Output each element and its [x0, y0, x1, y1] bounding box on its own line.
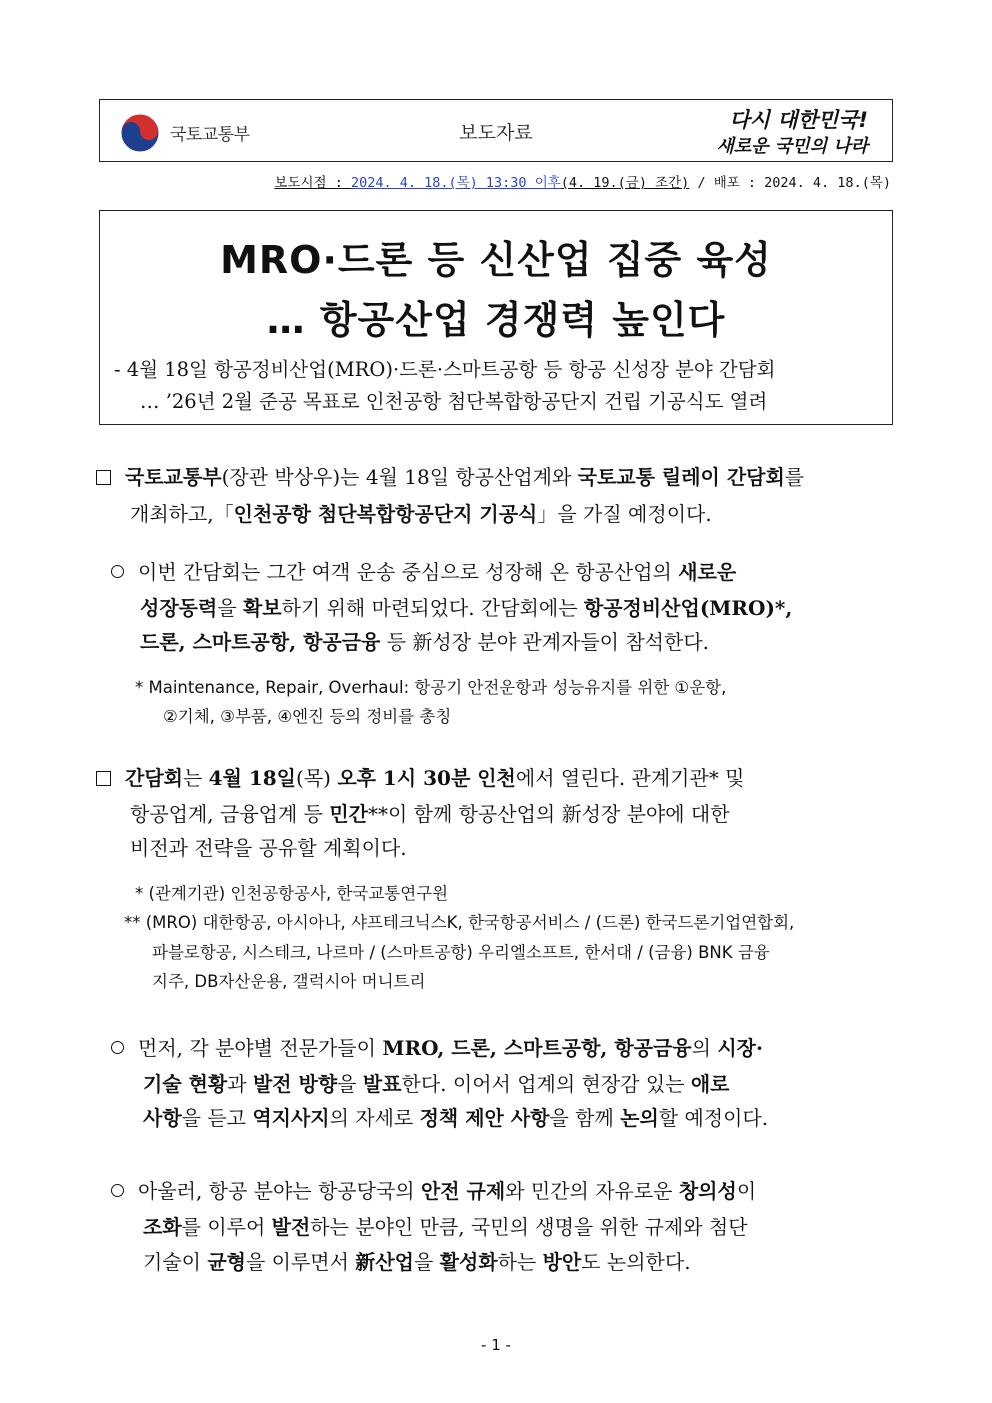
- subheadline-2: … ’26년 2월 준공 목표로 인천공항 첨단복합항공단지 건립 기공식도 열려: [140, 390, 768, 413]
- p4-text: 의 자세로: [329, 1106, 420, 1130]
- p5-text: 을: [413, 1250, 440, 1274]
- paragraph-2-line-1: [111, 556, 736, 585]
- p2-text: 이번 간담회는 그간 여객 운송 중심으로 성장해 온 항공산업의: [138, 560, 679, 584]
- p2-emphasis: 성장동력: [140, 596, 218, 620]
- p2-text: 하기 위해 마련되었다. 간담회에는: [281, 596, 584, 620]
- p2-emphasis: 드론, 스마트공항, 항공금융: [140, 630, 381, 654]
- p3-text: 는: [182, 766, 209, 790]
- paragraph-3-line-1: [96, 762, 745, 791]
- p4-emphasis: 기술 현황: [143, 1072, 228, 1096]
- p5-text: 도 논의한다.: [581, 1250, 691, 1274]
- header-box: [99, 99, 893, 162]
- footnote-2-line-1: * (관계기관) 인천공항공사, 한국교통연구원: [135, 884, 449, 903]
- p5-emphasis: 균형: [207, 1250, 246, 1274]
- p5-emphasis: 新산업: [355, 1250, 414, 1274]
- p4-emphasis: 발전 방향: [252, 1072, 338, 1096]
- p4-emphasis: 사항: [143, 1106, 182, 1130]
- slogan-line-1: 다시 대한민국!: [729, 108, 868, 132]
- paragraph-3-line-2: [130, 798, 730, 827]
- p3-emphasis: 4월 18일: [208, 766, 297, 790]
- footnote-1-line-2: ②기체, ③부품, ④엔진 등의 정비를 총칭: [163, 707, 452, 726]
- p4-emphasis: 정책 제안 사항: [419, 1106, 550, 1130]
- paragraph-5-line-2: [143, 1211, 748, 1240]
- release-label: 보도시점 :: [274, 175, 351, 191]
- p3-text: 항공업계, 금융업계 등: [130, 802, 330, 826]
- square-bullet-icon: [96, 771, 111, 786]
- p5-emphasis: 활성화: [439, 1250, 498, 1274]
- paragraph-1-line-1: [96, 461, 804, 490]
- p4-emphasis: 시장·: [717, 1036, 763, 1060]
- p5-emphasis: 발전: [271, 1215, 311, 1239]
- footnote-2-line-4: 지주, DB자산운용, 갤럭시아 머니트리: [152, 972, 426, 991]
- square-bullet-icon: [96, 470, 111, 485]
- p5-text: 을 이루면서: [245, 1250, 356, 1274]
- p2-emphasis: 항공정비산업: [583, 596, 700, 620]
- p4-text: 한다. 이어서 업계의 현장감 있는: [401, 1072, 691, 1096]
- subheadline-1: - 4월 18일 항공정비산업(MRO)·드론·스마트공항 등 항공 신성장 분야 간담회: [114, 358, 776, 381]
- ministry-name: 국토교통부: [170, 125, 250, 145]
- distribution-date: / 배포 : 2024. 4. 18.(목): [689, 175, 891, 191]
- p1-text: 」을 가질 예정이다.: [537, 502, 712, 526]
- p4-text: 을 함께: [549, 1106, 621, 1130]
- headline-line-1: MRO·드론 등 신산업 집중 육성: [220, 238, 772, 282]
- release-date: 2024. 4. 18.(목) 13:30 이후: [350, 175, 561, 191]
- slogan-line-2: 새로운 국민의 나라: [716, 136, 868, 157]
- headline-line-2: … 항공산업 경쟁력 높인다: [266, 298, 726, 342]
- p4-emphasis: 역지사지: [252, 1106, 330, 1130]
- slogan: [700, 102, 870, 160]
- p5-emphasis: 창의성: [678, 1179, 737, 1203]
- p2-emphasis: 새로운: [678, 560, 737, 584]
- footnote-2-line-2: ** (MRO) 대한항공, 아시아나, 샤프테크닉스K, 한국항공서비스 / (드론) 한국드론기업연합회,: [124, 913, 795, 932]
- p4-text: 을 듣고: [181, 1106, 253, 1130]
- doc-type: 보도자료: [459, 122, 533, 144]
- paragraph-2-line-2: [140, 592, 792, 621]
- p4-text: 의: [691, 1036, 718, 1060]
- p5-text: 를 이루어: [181, 1215, 272, 1239]
- p3-emphasis: 민간: [329, 802, 368, 826]
- release-info: [274, 171, 891, 191]
- page-number: - 1 -: [481, 1336, 511, 1354]
- p4-emphasis: 발표: [362, 1072, 402, 1096]
- paragraph-2-line-3: [140, 626, 709, 655]
- footnote-1-line-1: * Maintenance, Repair, Overhaul: 항공기 안전운항과 성능유지를 위한 ①운항,: [135, 678, 727, 697]
- p3-emphasis: 오후 1시 30분 인천: [337, 766, 516, 790]
- p3-text: 에서 열린다. 관계기관* 및: [515, 766, 745, 790]
- circle-bullet-icon: [111, 1041, 124, 1054]
- circle-bullet-icon: [111, 1184, 124, 1197]
- p4-text: 먼저, 각 분야별 전문가들이: [138, 1036, 383, 1060]
- p2-text: 을: [217, 596, 243, 620]
- release-paper: (4. 19.(금) 조간): [560, 175, 690, 191]
- p5-text: 하는: [497, 1250, 543, 1274]
- p1-text: (장관 박상우)는 4월 18일 항공산업계와: [221, 465, 578, 489]
- p5-text: 이: [736, 1179, 757, 1203]
- p4-emphasis: MRO, 드론, 스마트공항, 항공금융: [382, 1036, 692, 1060]
- p4-text: 을: [337, 1072, 363, 1096]
- p5-text: 기술이: [143, 1250, 208, 1274]
- ceremony-emphasis: 인천공항 첨단복합항공단지 기공식: [233, 502, 538, 526]
- p1-text: 개최하고,「: [130, 502, 234, 526]
- paragraph-5-line-3: [143, 1246, 691, 1275]
- p3-text: (목): [296, 766, 338, 790]
- p4-text: 과: [227, 1072, 253, 1096]
- paragraph-1-line-2: [130, 498, 712, 527]
- p5-text: 아울러, 항공 분야는 항공당국의: [138, 1179, 421, 1203]
- p3-text: **이 함께 항공산업의 新성장 분야에 대한: [367, 802, 730, 826]
- p4-emphasis: 애로: [690, 1072, 730, 1096]
- p5-emphasis: 방안: [542, 1250, 582, 1274]
- p2-emphasis: 확보: [242, 596, 282, 620]
- p5-text: 하는 분야인 만큼, 국민의 생명을 위한 규제와 첨단: [310, 1215, 748, 1239]
- footnote-2-line-3: 파블로항공, 시스테크, 나르마 / (스마트공항) 우리엘소프트, 한서대 / (금융) BNK 금융: [152, 943, 770, 962]
- p4-text: 할 예정이다.: [658, 1106, 769, 1130]
- paragraph-4-line-1: [111, 1032, 763, 1061]
- p3-emphasis: 간담회: [125, 766, 183, 790]
- ministry-emphasis: 국토교통부: [125, 465, 222, 489]
- paragraph-4-line-2: [143, 1068, 729, 1097]
- p2-text: 등 新성장 분야 관계자들이 참석한다.: [380, 630, 709, 654]
- paragraph-4-line-3: [143, 1102, 768, 1131]
- p5-emphasis: 안전 규제: [420, 1179, 506, 1203]
- p2-emphasis: (MRO)*,: [699, 596, 793, 620]
- p5-emphasis: 조화: [143, 1215, 182, 1239]
- meeting-emphasis: 국토교통 릴레이 간담회: [577, 465, 785, 489]
- paragraph-3-line-3: 비전과 전략을 공유할 계획이다.: [130, 836, 407, 860]
- circle-bullet-icon: [111, 565, 124, 578]
- p1-text: 를: [784, 465, 805, 489]
- p4-emphasis: 논의: [620, 1106, 659, 1130]
- paragraph-5-line-1: [111, 1175, 756, 1204]
- p5-text: 와 민간의 자유로운: [505, 1179, 679, 1203]
- title-box: [99, 210, 893, 425]
